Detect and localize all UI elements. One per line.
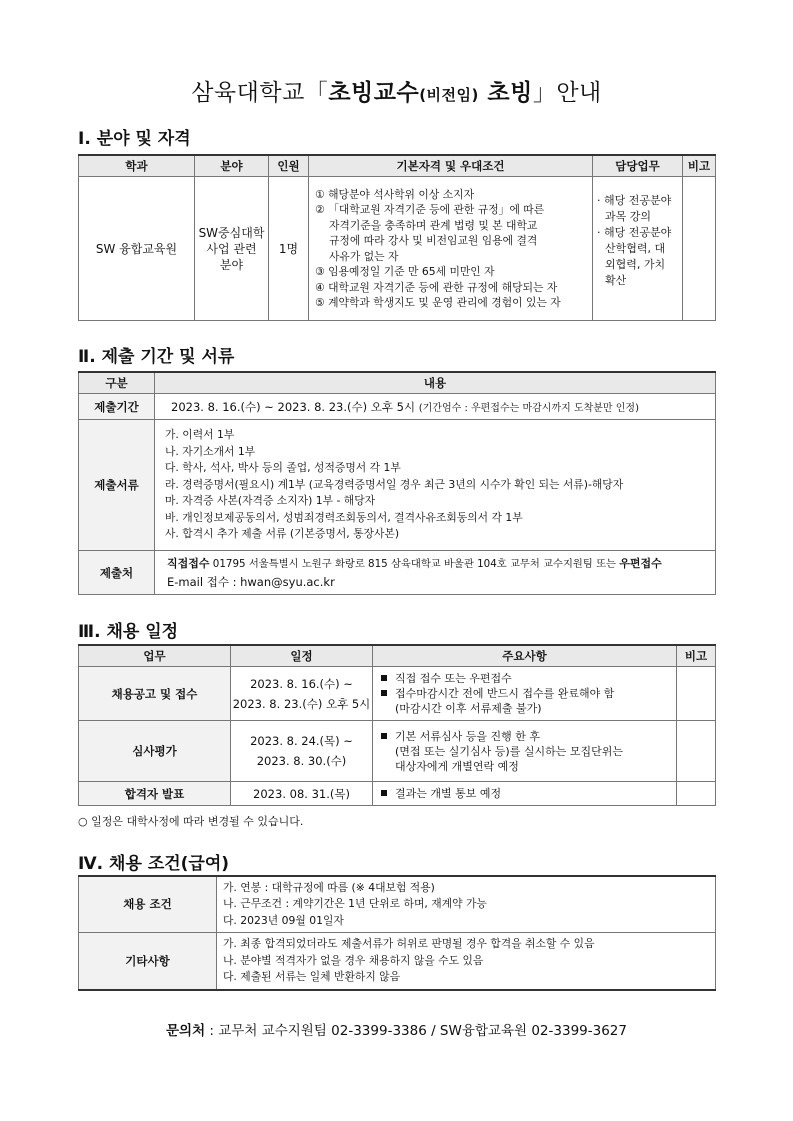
header-remarks: 비고 <box>683 155 716 177</box>
duty-line: · 해당 전공분야 <box>597 194 672 207</box>
doc-item: 나. 자기소개서 1부 <box>165 444 256 458</box>
item-bullet <box>381 786 676 801</box>
qual-line: 자격기준을 충족하며 관계 법령 및 본 대학교 <box>329 218 538 232</box>
duty-line: 확산 <box>605 274 627 287</box>
section3-heading: Ⅲ. 채용 일정 <box>78 622 179 642</box>
header-content: 내용 <box>155 372 716 394</box>
section2-heading: Ⅱ. 제출 기간 및 서류 <box>78 347 235 367</box>
section4-heading: Ⅳ. 채용 조건(급여) <box>78 854 230 874</box>
etc-cell <box>217 932 716 990</box>
field-line: 분야 <box>219 257 244 272</box>
section2-table <box>78 371 716 595</box>
submit-cell <box>155 551 716 595</box>
task-cell: 채용공고 및 접수 <box>79 667 231 721</box>
title-bold2: 초빙 <box>478 80 533 106</box>
doc-item: 바. 개인정보제공동의서, 성범죄경력조회동의서, 결격사유조회동의서 각 1부 <box>165 510 523 524</box>
item-text: 접수마감시간 전에 반드시 접수를 완료해야 함 <box>395 687 615 700</box>
section4-table <box>78 875 716 991</box>
cond-label: 채용 조건 <box>79 876 217 932</box>
cond-item: 나. 근무조건 : 계약기간은 1년 단위로 하며, 재계약 가능 <box>223 897 487 910</box>
header-items: 주요사항 <box>373 645 677 667</box>
submit-direct-bold: 직접접수 <box>167 556 210 570</box>
period-cell <box>155 394 716 420</box>
cond-item: 가. 연봉 : 대학규정에 따름 (※ 4대보험 적용) <box>223 880 435 894</box>
item-text: 기본 서류심사 등을 진행 한 후 <box>395 729 540 743</box>
item-continuation <box>381 759 676 774</box>
count-cell: 1명 <box>269 177 309 321</box>
items-cell <box>373 667 677 721</box>
header-count: 인원 <box>269 155 309 177</box>
header-schedule: 일정 <box>231 645 373 667</box>
duty-line: 산학협력, 대 <box>605 242 666 255</box>
square-bullet-icon <box>381 790 387 796</box>
docs-cell <box>155 420 716 551</box>
doc-item: 가. 이력서 1부 <box>165 428 235 442</box>
docs-label: 제출서류 <box>79 420 155 551</box>
item-text: 대상자에게 개별연락 예정 <box>395 759 519 773</box>
items-cell <box>373 721 677 782</box>
period-main: 2023. 8. 16.(수) ~ 2023. 8. 23.(수) 오후 5시 <box>171 399 416 414</box>
item-text: (면접 또는 실기심사 등)를 실시하는 모집단위는 <box>395 744 623 758</box>
item-continuation <box>381 701 676 716</box>
remarks3-cell <box>677 782 716 806</box>
task-cell: 심사평가 <box>79 721 231 782</box>
cond-item: 다. 2023년 09월 01일자 <box>223 913 344 927</box>
item-text: 결과는 개별 통보 예정 <box>395 787 502 800</box>
section1-table <box>78 154 716 321</box>
qual-line: 사유가 없는 자 <box>329 249 399 263</box>
duties-cell <box>593 177 683 321</box>
cond-cell <box>217 876 716 932</box>
etc-item: 나. 분야별 적격자가 없을 경우 채용하지 않을 수도 있음 <box>223 953 484 967</box>
square-bullet-icon <box>381 733 387 739</box>
submit-direct-text: 01795 서울특별시 노원구 화랑로 815 삼육대학교 바울관 104호 교무처 교수지원팀 또는 <box>209 557 620 570</box>
qual-line: ⑤ 계약학과 학생지도 및 운영 관리에 경험이 있는 자 <box>315 296 561 309</box>
submit-direct-line <box>167 555 715 573</box>
schedule-cell: 2023. 08. 31.(목) <box>231 782 373 806</box>
title-bold: 초빙교수 <box>328 80 420 106</box>
item-bullet <box>381 671 676 686</box>
page-title <box>0 74 793 107</box>
section1-heading: Ⅰ. 분야 및 자격 <box>78 129 191 149</box>
qual-line: 규정에 따라 강사 및 비전임교원 임용에 결격 <box>329 234 538 247</box>
submit-email: E-mail 접수 : hwan@syu.ac.kr <box>167 574 335 589</box>
schedule-cell <box>231 667 373 721</box>
duty-line: 외협력, 가치 <box>605 258 666 271</box>
title-suffix: 」안내 <box>532 80 602 106</box>
header-field: 분야 <box>195 155 269 177</box>
item-continuation <box>381 744 676 759</box>
header-remarks3: 비고 <box>677 645 716 667</box>
items-cell <box>373 782 677 806</box>
duty-line: · 해당 전공분야 <box>597 226 672 239</box>
doc-item: 마. 자격증 사본(자격증 소지자) 1부 - 해당자 <box>165 494 376 508</box>
doc-item: 사. 합격시 추가 제출 서류 (기본증명서, 통장사본) <box>165 527 400 541</box>
etc-item: 가. 최종 합격되었더라도 제출서류가 허위로 판명될 경우 합격을 취소할 수 있음 <box>223 937 595 950</box>
etc-item: 다. 제출된 서류는 일체 반환하지 않음 <box>223 970 401 983</box>
header-quals: 기본자격 및 우대조건 <box>309 155 593 177</box>
schedule-line: 2023. 8. 30.(수) <box>256 754 347 768</box>
square-bullet-icon <box>381 675 387 681</box>
submit-mail-bold: 우편접수 <box>619 556 662 570</box>
quals-cell <box>309 177 593 321</box>
field-line: 사업 관련 <box>206 241 257 256</box>
section3-table <box>78 644 716 806</box>
header-dept: 학과 <box>79 155 195 177</box>
qual-line: ④ 대학교원 자격기준 등에 관한 규정에 해당되는 자 <box>315 280 558 294</box>
period-label: 제출기간 <box>79 394 155 420</box>
contact-text: : 교무처 교수지원팀 02-3399-3386 / SW융합교육원 02-3399-3627 <box>205 1023 627 1039</box>
contact-label: 문의처 <box>166 1023 206 1039</box>
contact-line <box>0 1019 793 1039</box>
field-line: SW중심대학 <box>198 225 265 240</box>
qual-line: ③ 임용예정일 기준 만 65세 미만인 자 <box>315 265 495 278</box>
qual-line: ② 「대학교원 자격기준 등에 관한 규정」에 따른 <box>315 203 545 216</box>
header-task: 업무 <box>79 645 231 667</box>
title-small: (비전임) <box>419 86 479 104</box>
schedule-note: ○ 일정은 대학사정에 따라 변경될 수 있습니다. <box>78 815 304 828</box>
doc-item: 라. 경력증명서(필요시) 계1부 (교육경력증명서일 경우 최근 3년의 시수가 확인 되는 서류)-해당자 <box>165 477 624 491</box>
submit-label: 제출처 <box>79 551 155 595</box>
schedule-cell <box>231 721 373 782</box>
etc-label: 기타사항 <box>79 932 217 990</box>
dept-cell: SW 융합교육원 <box>79 177 195 321</box>
item-bullet <box>381 686 676 701</box>
remarks-cell <box>683 177 716 321</box>
item-bullet <box>381 729 676 744</box>
task-cell: 합격자 발표 <box>79 782 231 806</box>
duty-line: 과목 강의 <box>605 210 652 223</box>
field-cell <box>195 177 269 321</box>
square-bullet-icon <box>381 690 387 696</box>
schedule-line: 2023. 8. 24.(목) ~ <box>250 734 353 748</box>
remarks3-cell <box>677 667 716 721</box>
title-prefix: 삼육대학교「 <box>191 80 329 106</box>
header-duties: 담당업무 <box>593 155 683 177</box>
doc-item: 다. 학사, 석사, 박사 등의 졸업, 성적증명서 각 1부 <box>165 461 401 475</box>
schedule-line: 2023. 8. 23.(수) 오후 5시 <box>232 696 371 711</box>
item-text: (마감시간 이후 서류제출 불가) <box>395 702 542 715</box>
period-note: (기간엄수 : 우편접수는 마감시까지 도착분만 인정) <box>418 402 639 414</box>
schedule-line: 2023. 8. 16.(수) ~ <box>250 676 353 691</box>
header-category: 구분 <box>79 372 155 394</box>
qual-line: ① 해당분야 석사학위 이상 소지자 <box>315 187 474 201</box>
remarks3-cell <box>677 721 716 782</box>
item-text: 직접 접수 또는 우편접수 <box>395 672 512 685</box>
